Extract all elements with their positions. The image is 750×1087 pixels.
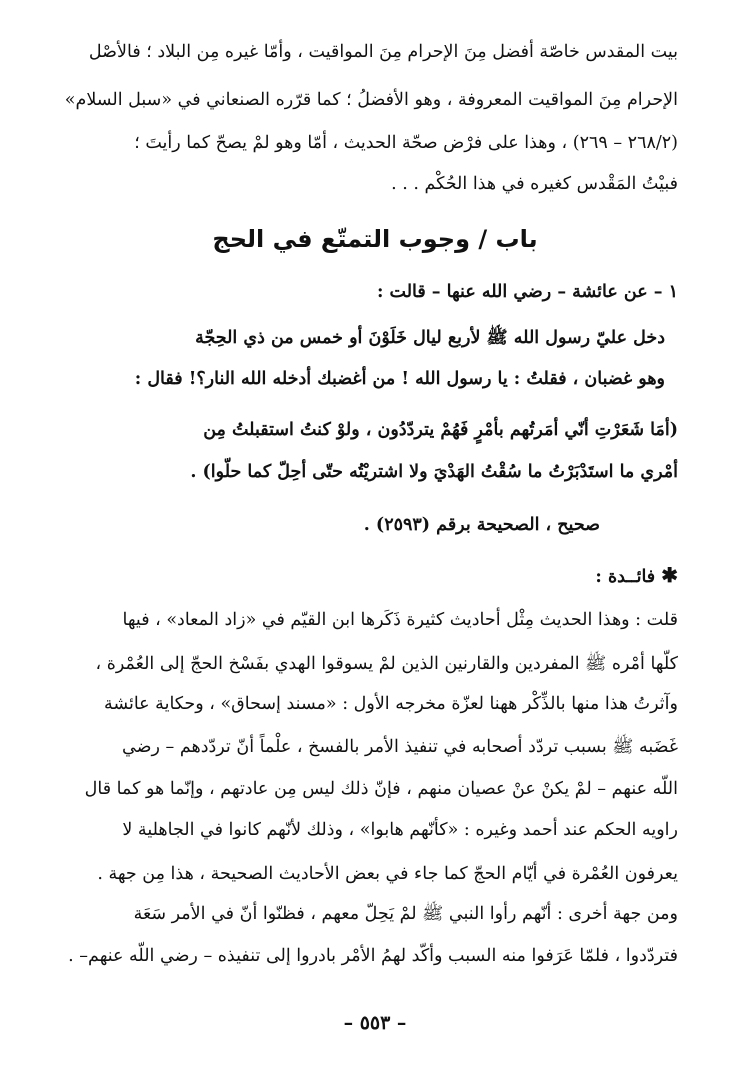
hadith-line: وهو غضبان ، فقلتُ : يا رسول الله ! من أغضبك أدخله الله النار؟! فقال : (134, 369, 665, 389)
intro-line: فبيْتُ المَقْدس كغيره في هذا الحُكْم . . . (391, 174, 678, 194)
intro-line: (٢٦٨/٢ – ٢٦٩) ، وهذا على فرْض صحّة الحديث ، أمّا وهو لمْ يصحّ كما رأيتَ ؛ (134, 133, 678, 153)
body-line: راويه الحكم عند أحمد وغيره : «كأنّهم هابوا» ، وذلك لأنّهم كانوا في الجاهلية لا (122, 820, 678, 840)
hadith-grade: صحيح ، الصحيحة برقم (٢٥٩٣) . (363, 515, 600, 535)
chapter-title: باب / وجوب التمتّع في الحج (212, 225, 538, 253)
intro-line: الإحرام مِنَ المواقيت المعروفة ، وهو الأفضلُ ؛ كما قرّره الصنعاني في «سبل السلام» (64, 90, 678, 110)
body-line: غَضَبه ﷺ بسبب تردّد أصحابه في تنفيذ الأمر بالفسخ ، علْماً أنّ تردّدهم – رضي (122, 737, 678, 757)
page-number: – ٥٥٣ – (343, 1012, 407, 1034)
body-line: قلت : وهذا الحديث مِثْل أحاديث كثيرة ذَكَرها ابن القيّم في «زاد المعاد» ، فيها (122, 610, 678, 630)
asterisk-icon: ✱ (661, 563, 678, 587)
hadith-line: دخل عليّ رسول الله ﷺ لأربع ليال خَلَوْنَ أو خمس من ذي الحِجّة (195, 328, 665, 348)
body-line: ومن جهة أخرى : أنّهم رأوا النبي ﷺ لمْ يَحِلّ معهم ، فظنّوا أنّ في الأمر سَعَة (133, 904, 678, 924)
benefit-label: فائــدة : (595, 567, 656, 587)
body-line: وآثرتُ هذا منها بالذِّكْر ههنا لعزّة مخرجه الأول : «مسند إسحاق» ، وحكاية عائشة (103, 694, 678, 714)
hadith-intro: ١ – عن عائشة – رضي الله عنها – قالت : (376, 282, 678, 302)
body-line: فتردّدوا ، فلمّا عَرَفوا منه السبب وأكّد لهمُ الأمْر بادروا إلى تنفيذه – رضي اللّه عنهم– . (68, 946, 678, 966)
body-line: يعرفون العُمْرة في أيّام الحجّ كما جاء في بعض الأحاديث الصحيحة ، هذا مِن جهة . (97, 864, 678, 884)
benefit-heading (595, 563, 678, 589)
hadith-line: (أمَا شَعَرْتِ أنّي أمَرتُهم بأمْرٍ فَهُمْ يتردّدُون ، ولوْ كنتُ استقبلتُ مِن (203, 420, 678, 440)
body-line: كلّها أمْره ﷺ المفردين والقارنين الذين لمْ يسوقوا الهدي بفَسْخ الحجّ إلى العُمْرة ، (95, 654, 678, 674)
intro-line: بيت المقدس خاصّة أفضل مِنَ الإحرام مِنَ المواقيت ، وأمّا غيره مِن البلاد ؛ فالأصْل (88, 42, 678, 62)
hadith-line: أمْري ما استَدْبَرْتُ ما سُقْتُ الهَدْيَ ولا اشتريْتُه حتّى أحِلّ كما حلّوا) . (190, 462, 678, 482)
body-line: اللّه عنهم – لمْ يكنْ عنْ عصيان منهم ، فإنّ ذلك ليس مِن عادتهم ، وإنّما هو كما قال (84, 779, 678, 799)
